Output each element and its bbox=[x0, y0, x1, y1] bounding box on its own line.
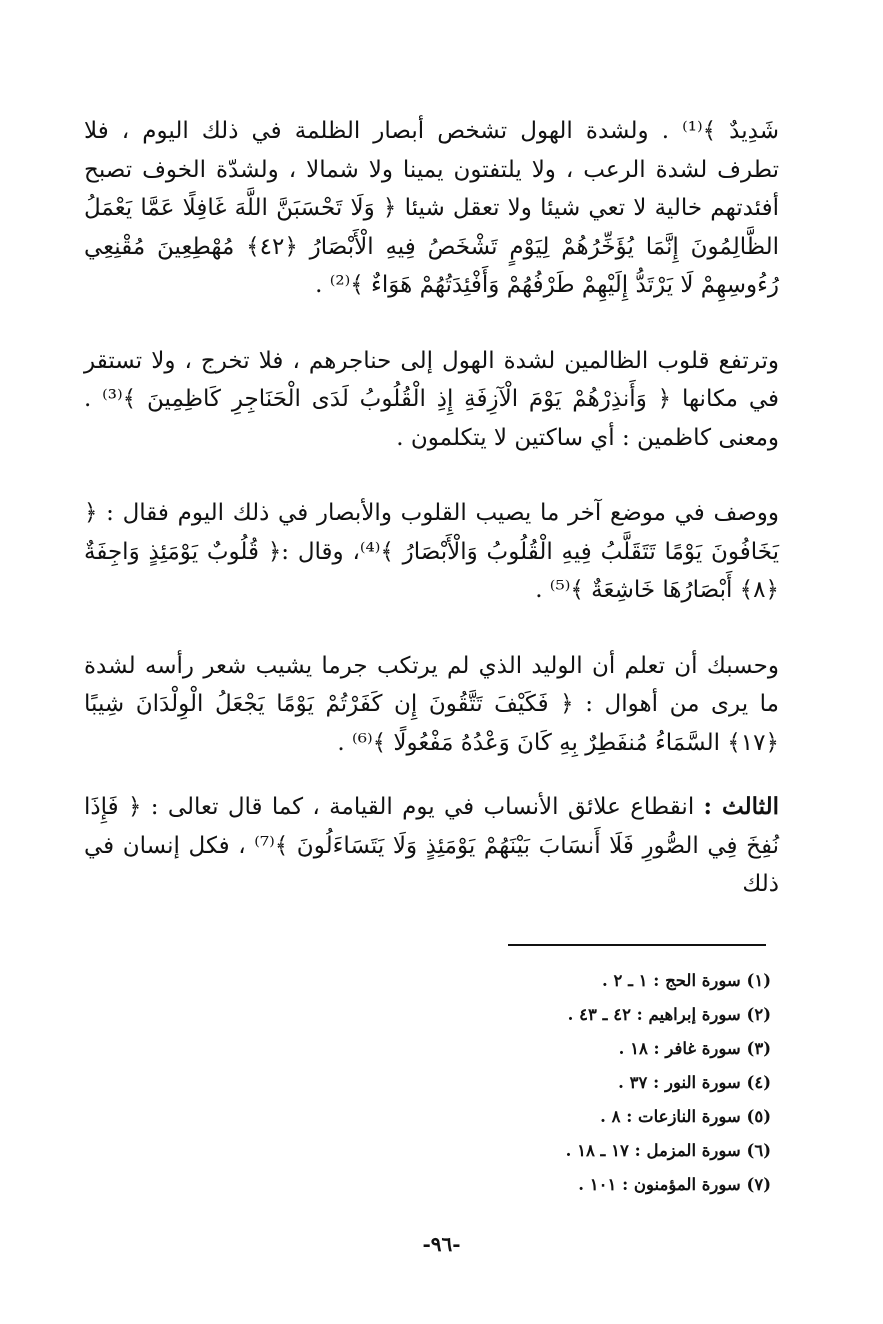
footnote-item: (٣) سورة غافر : ١٨ . bbox=[618, 1039, 771, 1058]
footnote-item: (٧) سورة المؤمنون : ١٠١ . bbox=[578, 1175, 771, 1194]
footnote-item: (١) سورة الحج : ١ ـ ٢ . bbox=[601, 971, 771, 990]
paragraph-4: وحسبك أن تعلم أن الوليد الذي لم يرتكب جرما يشيب شعر رأسه لشدة ما يرى من أهوال : ﴿ فَكَيْفَ تَتَّقُونَ إِن كَفَرْتُمْ يَوْمًا يَجْعَلُ الْوِلْدَانَ شِيبًا ﴿١٧﴾ السَّمَاءُ مُنفَطِرٌ بِهِ كَانَ وَعْدُهُ مَفْعُولًا ﴾⁽⁶⁾ . bbox=[84, 652, 779, 756]
footnote-item: (٥) سورة النازعات : ٨ . bbox=[600, 1107, 771, 1126]
page-number: -٩٦- bbox=[422, 1232, 461, 1256]
paragraph-5-text: انقطاع علائق الأنساب في يوم القيامة ، كما قال تعالى : ﴿ فَإِذَا نُفِخَ فِي الصُّورِ فَلَا أَنسَابَ بَيْنَهُمْ يَوْمَئِذٍ وَلَا يَتَسَاءَلُونَ ﴾⁽⁷⁾ ، فكل إنسان في ذلك bbox=[84, 794, 779, 897]
footnote-item: (٦) سورة المزمل : ١٧ ـ ١٨ . bbox=[565, 1141, 771, 1160]
footnotes-list bbox=[351, 964, 771, 1202]
paragraph-5 bbox=[84, 788, 779, 904]
footnote-item: (٤) سورة النور : ٣٧ . bbox=[618, 1073, 771, 1092]
paragraph-2: وترتفع قلوب الظالمين لشدة الهول إلى حناجرهم ، فلا تخرج ، ولا تستقر في مكانها ﴿ وَأَنذِرْهُمْ يَوْمَ الْآزِفَةِ إِذِ الْقُلُوبُ لَدَى الْحَنَاجِرِ كَاظِمِينَ ﴾⁽³⁾ . ومعنى كاظمين : أي ساكتين لا يتكلمون . bbox=[84, 347, 779, 451]
main-text bbox=[84, 112, 779, 904]
paragraph-1: شَدِيدٌ ﴾⁽¹⁾ . ولشدة الهول تشخص أبصار الظلمة في ذلك اليوم ، فلا تطرف لشدة الرعب ، ولا يلتفتون يمينا ولا شمالا ، ولشدّة الخوف تصبح أفئدتهم خالية لا تعي شيئا ولا تعقل شيئا ﴿ وَلَا تَحْسَبَنَّ اللَّهَ غَافِلًا عَمَّا يَعْمَلُ الظَّالِمُونَ إِنَّمَا يُؤَخِّرُهُمْ لِيَوْمٍ تَشْخَصُ فِيهِ الْأَبْصَارُ ﴿٤٢﴾ مُهْطِعِينَ مُقْنِعِي رُءُوسِهِمْ لَا يَرْتَدُّ إِلَيْهِمْ طَرْفُهُمْ وَأَفْئِدَتُهُمْ هَوَاءٌ ﴾⁽²⁾ . bbox=[84, 118, 779, 298]
footnote-divider bbox=[508, 944, 766, 946]
paragraph-3: ووصف في موضع آخر ما يصيب القلوب والأبصار في ذلك اليوم فقال : ﴿ يَخَافُونَ يَوْمًا تَتَقَلَّبُ فِيهِ الْقُلُوبُ وَالْأَبْصَارُ ﴾⁽⁴⁾، وقال :﴿ قُلُوبٌ يَوْمَئِذٍ وَاجِفَةٌ ﴿٨﴾ أَبْصَارُهَا خَاشِعَةٌ ﴾⁽⁵⁾ . bbox=[84, 500, 779, 603]
footnote-item: (٢) سورة إبراهيم : ٤٢ ـ ٤٣ . bbox=[567, 1005, 771, 1024]
section-lead: الثالث : bbox=[703, 793, 779, 820]
